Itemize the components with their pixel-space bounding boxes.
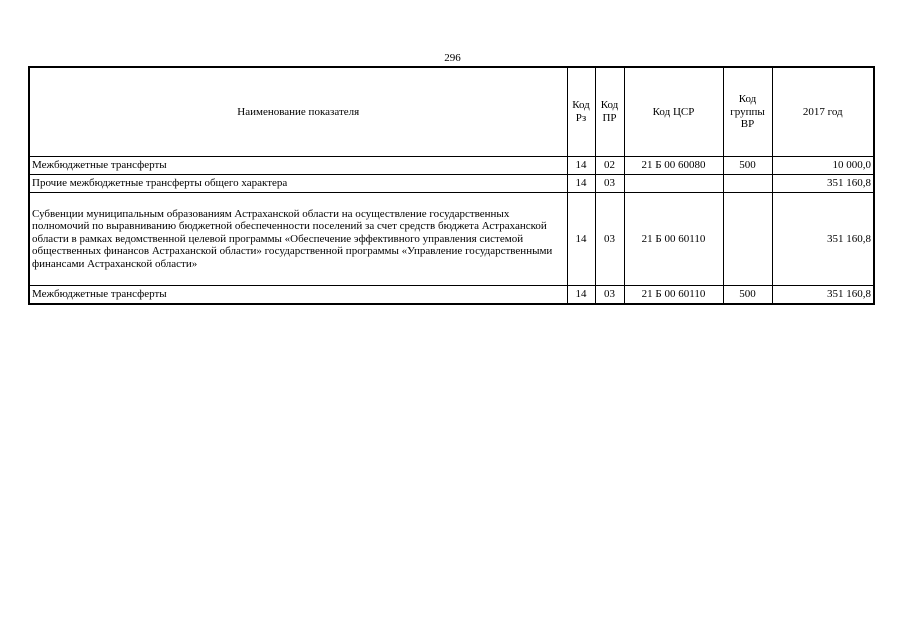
row-name: Межбюджетные трансферты — [29, 286, 567, 305]
header-csr: Код ЦСР — [624, 67, 723, 157]
row-amount: 10 000,0 — [772, 157, 874, 175]
header-rz-line1: Код — [572, 99, 590, 111]
row-csr: 21 Б 00 60080 — [624, 157, 723, 175]
header-vr — [723, 67, 772, 157]
row-name: Прочие межбюджетные трансферты общего характера — [29, 175, 567, 193]
row-amount: 351 160,8 — [772, 193, 874, 286]
header-name: Наименование показателя — [29, 67, 567, 157]
row-vr: 500 — [723, 157, 772, 175]
row-amount: 351 160,8 — [772, 286, 874, 305]
row-csr: 21 Б 00 60110 — [624, 286, 723, 305]
header-vr-line2: группы — [730, 105, 765, 118]
header-pr — [595, 67, 624, 157]
header-rz-line2: Рз — [575, 112, 587, 124]
row-name: Субвенции муниципальным образованиям Астраханской области на осуществление государственных полномочий по выравниванию бюджетной обеспеченности поселений за счет средств бюджета Астраханской области в рамках ведомственной целевой программы «Обеспечение эффективного управления системой общественных финансов Астраханской области» государственной программы «Управление государственными финансами Астраханской области» — [29, 193, 567, 286]
row-rz: 14 — [567, 286, 595, 305]
row-csr — [624, 175, 723, 193]
row-vr — [723, 175, 772, 193]
header-pr-line2: ПР — [602, 112, 617, 124]
header-rz — [567, 67, 595, 157]
row-vr: 500 — [723, 286, 772, 305]
row-pr: 02 — [595, 157, 624, 175]
budget-table — [28, 66, 875, 305]
row-csr: 21 Б 00 60110 — [624, 193, 723, 286]
row-vr — [723, 193, 772, 286]
row-amount: 351 160,8 — [772, 175, 874, 193]
table-row — [29, 157, 874, 175]
table-row — [29, 286, 874, 305]
row-rz: 14 — [567, 157, 595, 175]
row-rz: 14 — [567, 175, 595, 193]
header-vr-line1: Код — [738, 93, 757, 106]
table-header-row — [29, 67, 874, 157]
table-row — [29, 175, 874, 193]
header-year: 2017 год — [772, 67, 874, 157]
row-rz: 14 — [567, 193, 595, 286]
row-pr: 03 — [595, 286, 624, 305]
header-vr-line3: ВР — [740, 118, 755, 131]
header-pr-line1: Код — [600, 99, 619, 111]
row-name: Межбюджетные трансферты — [29, 157, 567, 175]
page-number: 296 — [444, 52, 461, 64]
table-row — [29, 193, 874, 286]
row-pr: 03 — [595, 193, 624, 286]
row-pr: 03 — [595, 175, 624, 193]
